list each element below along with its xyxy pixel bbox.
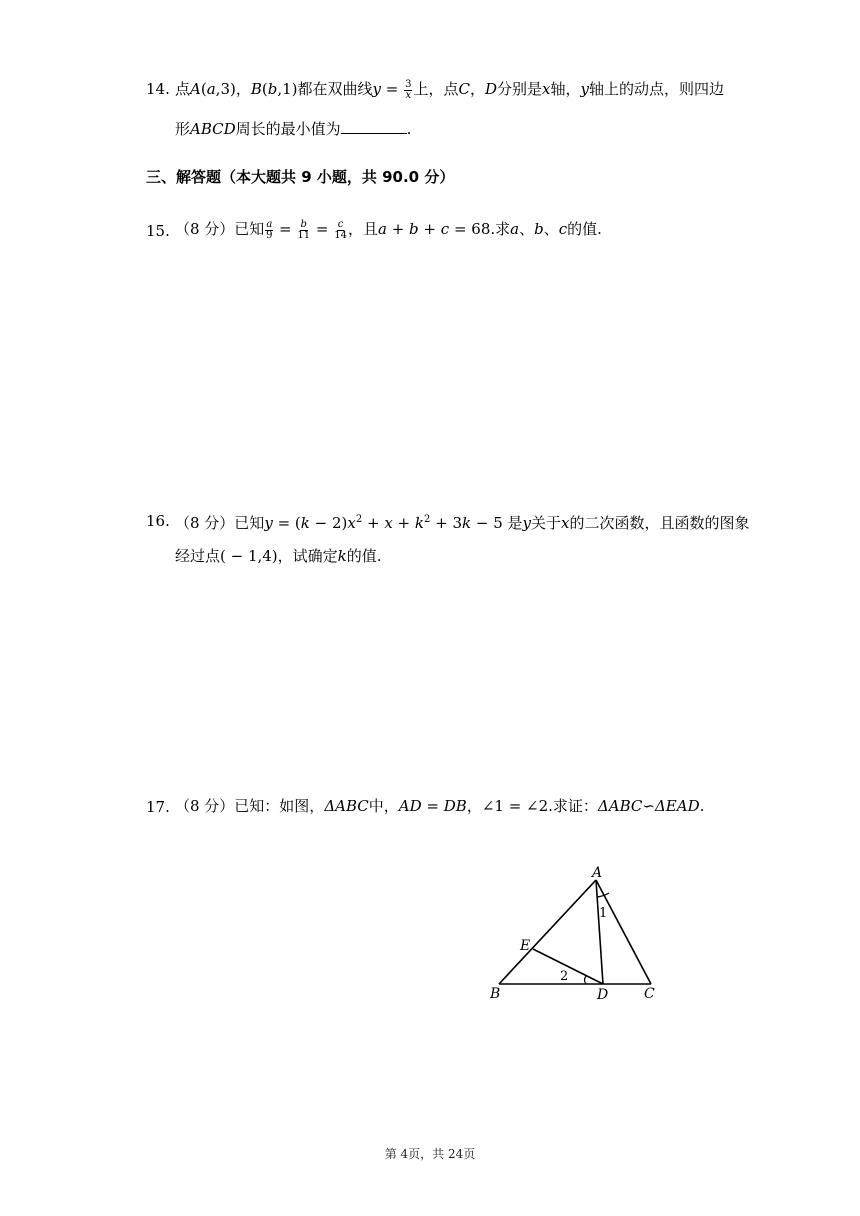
side-ac bbox=[596, 880, 651, 984]
label-b: B bbox=[490, 986, 501, 1002]
label-e: E bbox=[520, 938, 531, 954]
q17-number: 17. bbox=[146, 798, 170, 816]
angle2-arc bbox=[585, 976, 587, 984]
label-angle1: 1 bbox=[599, 906, 608, 921]
page-footer: 第 4页，共 24页 bbox=[384, 1147, 476, 1161]
q16-line1: （8 分）已知$y = (k - 2)x^2 + x + k^2 + 3k - 5$ 是y关于x的二次函数，且函数的图象 bbox=[175, 514, 750, 532]
angle1-arc bbox=[597, 893, 609, 897]
q15-text: （8 分）已知 $\frac{a}{9}$ = $\frac{b}{11}$ = $\frac{c}{14}$ ，且a + b + c = 68.求a、b、c的值. bbox=[175, 218, 602, 241]
segment-ed bbox=[533, 949, 603, 984]
q14-line2: 形ABCD周长的最小值为 . bbox=[175, 120, 412, 138]
q15-number: 15. bbox=[146, 222, 170, 240]
q14-line1: 点A(a,3)，B(b,1)都在双曲线y = $\frac{3}{x}$ 上，点C，D分别是x轴，y轴上的动点，则四边 bbox=[175, 78, 725, 101]
label-c: C bbox=[644, 986, 655, 1002]
label-a: A bbox=[592, 865, 603, 881]
segment-ad bbox=[596, 880, 603, 984]
label-angle2: 2 bbox=[560, 969, 569, 984]
label-d: D bbox=[597, 987, 609, 1003]
q16-number: 16. bbox=[146, 512, 170, 530]
q17-text: （8 分）已知：如图，ΔABC中，AD = DB，∠1 = ∠2.求证：ΔABC∽ΔEAD. bbox=[175, 797, 705, 815]
side-ab bbox=[499, 880, 596, 984]
q16-line2: 经过点( − 1,4)，试确定k的值. bbox=[175, 547, 382, 565]
q14-number: 14. bbox=[146, 80, 170, 98]
section-title: 三、解答题（本大题共 9 小题，共 90.0 分） bbox=[146, 168, 455, 186]
